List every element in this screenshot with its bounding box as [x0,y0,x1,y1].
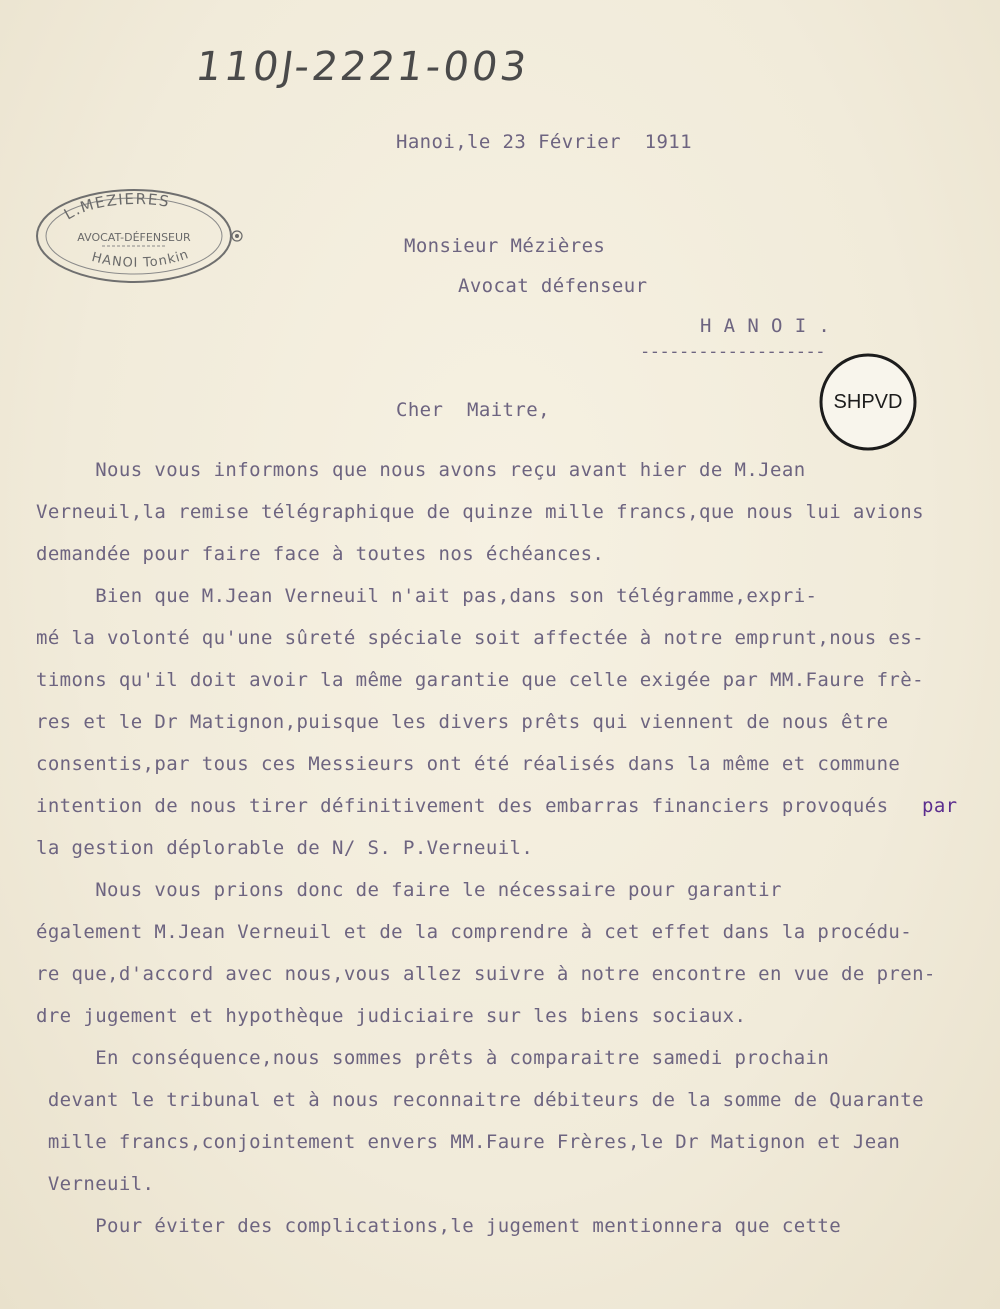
body-line: Bien que M.Jean Verneuil n'ait pas,dans son télégramme,expri- [36,585,818,607]
body-line: Pour éviter des complications,le jugement mentionnera que cette [36,1215,842,1237]
body-line: demandée pour faire face à toutes nos échéances. [36,543,605,565]
body-line: Nous vous prions donc de faire le nécessaire pour garantir [36,879,782,901]
address-underline: ------------------- [640,342,825,362]
body-line: En conséquence,nous sommes prêts à comparaitre samedi prochain [36,1047,830,1069]
body-line: également M.Jean Verneuil et de la comprendre à cet effet dans la procédu- [36,921,913,943]
inserted-word: par [922,795,958,817]
body-line: devant le tribunal et à nous reconnaitre débiteurs de la somme de Quarante [36,1089,924,1111]
body-line: consentis,par tous ces Messieurs ont été réalisés dans la même et commune [36,753,901,775]
shpvd-stamp-text: SHPVD [833,391,903,413]
body-line: Verneuil,la remise télégraphique de quinze mille francs,que nous lui avions [36,501,924,523]
body-line: Nous vous informons que nous avons reçu avant hier de M.Jean [36,459,806,481]
lawyer-stamp [34,186,248,286]
salutation: Cher Maitre, [396,399,550,421]
body-line: mille francs,conjointement envers MM.Faure Frères,le Dr Matignon et Jean [36,1131,901,1153]
body-line: mé la volonté qu'une sûreté spéciale soit affectée à notre emprunt,nous es- [36,627,924,649]
archive-reference: 110J-2221-003 [192,44,532,90]
addressee-title: Avocat défenseur [458,275,648,297]
body-line: Verneuil. [36,1173,155,1195]
stamp-name: L.MEZIERES [60,189,172,224]
addressee-name: Monsieur Mézières [404,235,606,257]
body-line: la gestion déplorable de N/ S. P.Verneuil. [36,837,534,859]
body-line: timons qu'il doit avoir la même garantie que celle exigée par MM.Faure frè- [36,669,924,691]
stamp-place: HANOI Tonkin [90,247,192,271]
shpvd-stamp [818,352,918,452]
date-line: Hanoi,le 23 Février 1911 [396,131,692,153]
stamp-role: AVOCAT-DÉFENSEUR [77,231,191,244]
addressee-city: H A N O I . [700,315,831,337]
body-line: re que,d'accord avec nous,vous allez suivre à notre encontre en vue de pren- [36,963,936,985]
body-line: intention de nous tirer définitivement des embarras financiers provoqués [36,795,889,817]
body-line: res et le Dr Matignon,puisque les divers prêts qui viennent de nous être [36,711,889,733]
body-line: dre jugement et hypothèque judiciaire sur les biens sociaux. [36,1005,747,1027]
